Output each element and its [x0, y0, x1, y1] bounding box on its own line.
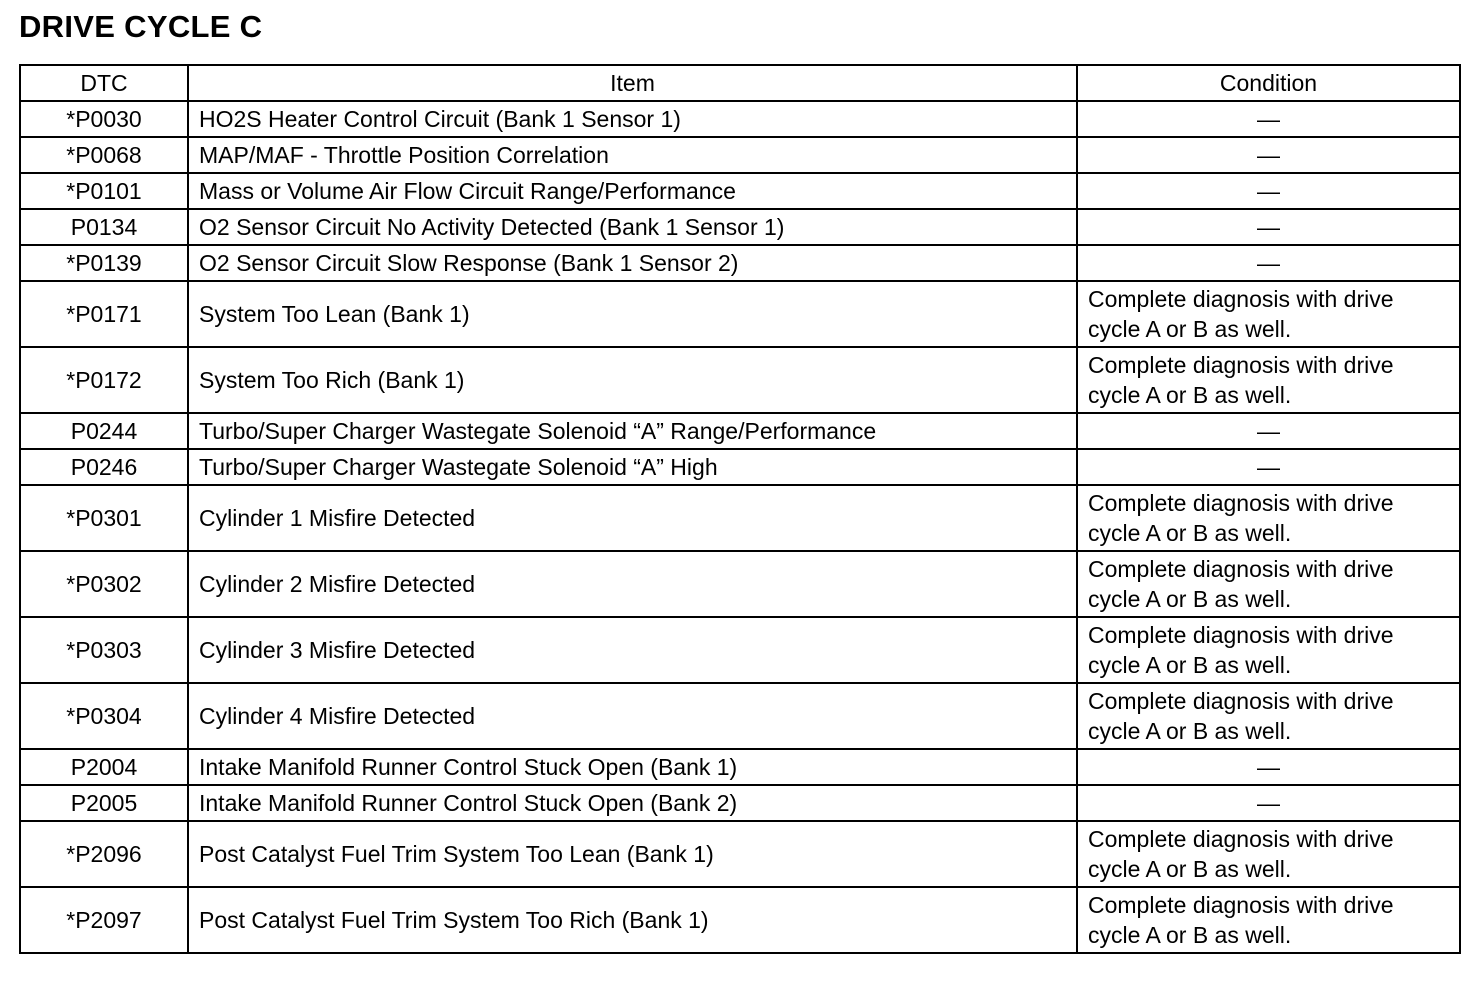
item-cell: Cylinder 2 Misfire Detected	[188, 551, 1077, 617]
item-cell: O2 Sensor Circuit No Activity Detected (Bank 1 Sensor 1)	[188, 209, 1077, 245]
dtc-cell: *P0030	[20, 101, 188, 137]
condition-cell: —	[1077, 245, 1460, 281]
condition-cell: —	[1077, 749, 1460, 785]
condition-cell: —	[1077, 209, 1460, 245]
table-row	[20, 785, 1460, 821]
item-cell: Intake Manifold Runner Control Stuck Open (Bank 2)	[188, 785, 1077, 821]
header-item: Item	[188, 65, 1077, 101]
item-cell: System Too Lean (Bank 1)	[188, 281, 1077, 347]
condition-cell: —	[1077, 449, 1460, 485]
dtc-cell: *P0172	[20, 347, 188, 413]
condition-cell: Complete diagnosis with drive cycle A or B as well.	[1077, 347, 1460, 413]
condition-cell: Complete diagnosis with drive cycle A or B as well.	[1077, 821, 1460, 887]
table-row	[20, 101, 1460, 137]
table-header-row	[20, 65, 1460, 101]
dtc-cell: *P0139	[20, 245, 188, 281]
table-body	[20, 101, 1460, 953]
item-cell: Post Catalyst Fuel Trim System Too Rich (Bank 1)	[188, 887, 1077, 953]
condition-cell: —	[1077, 785, 1460, 821]
dtc-cell: *P2096	[20, 821, 188, 887]
item-cell: Turbo/Super Charger Wastegate Solenoid “A” High	[188, 449, 1077, 485]
condition-cell: Complete diagnosis with drive cycle A or B as well.	[1077, 281, 1460, 347]
condition-cell: —	[1077, 173, 1460, 209]
item-cell: Mass or Volume Air Flow Circuit Range/Performance	[188, 173, 1077, 209]
header-condition: Condition	[1077, 65, 1460, 101]
condition-cell: Complete diagnosis with drive cycle A or B as well.	[1077, 485, 1460, 551]
condition-cell: Complete diagnosis with drive cycle A or B as well.	[1077, 617, 1460, 683]
item-cell: Post Catalyst Fuel Trim System Too Lean (Bank 1)	[188, 821, 1077, 887]
dtc-cell: *P2097	[20, 887, 188, 953]
table-row	[20, 887, 1460, 953]
dtc-cell: P2005	[20, 785, 188, 821]
table-row	[20, 347, 1460, 413]
condition-cell: Complete diagnosis with drive cycle A or B as well.	[1077, 887, 1460, 953]
dtc-cell: P2004	[20, 749, 188, 785]
dtc-cell: P0244	[20, 413, 188, 449]
table-row	[20, 209, 1460, 245]
table-row	[20, 821, 1460, 887]
table-row	[20, 749, 1460, 785]
item-cell: Cylinder 3 Misfire Detected	[188, 617, 1077, 683]
item-cell: MAP/MAF - Throttle Position Correlation	[188, 137, 1077, 173]
item-cell: Turbo/Super Charger Wastegate Solenoid “A” Range/Performance	[188, 413, 1077, 449]
condition-cell: Complete diagnosis with drive cycle A or B as well.	[1077, 683, 1460, 749]
table-row	[20, 683, 1460, 749]
page-title: DRIVE CYCLE C	[19, 9, 263, 44]
item-cell: O2 Sensor Circuit Slow Response (Bank 1 Sensor 2)	[188, 245, 1077, 281]
table-row	[20, 173, 1460, 209]
table-row	[20, 485, 1460, 551]
dtc-cell: P0246	[20, 449, 188, 485]
table-row	[20, 137, 1460, 173]
condition-cell: Complete diagnosis with drive cycle A or B as well.	[1077, 551, 1460, 617]
header-dtc: DTC	[20, 65, 188, 101]
condition-cell: —	[1077, 413, 1460, 449]
item-cell: HO2S Heater Control Circuit (Bank 1 Sensor 1)	[188, 101, 1077, 137]
item-cell: System Too Rich (Bank 1)	[188, 347, 1077, 413]
dtc-cell: *P0304	[20, 683, 188, 749]
dtc-cell: *P0171	[20, 281, 188, 347]
table-row	[20, 551, 1460, 617]
condition-cell: —	[1077, 101, 1460, 137]
table-row	[20, 617, 1460, 683]
condition-cell: —	[1077, 137, 1460, 173]
table-row	[20, 281, 1460, 347]
table-row	[20, 413, 1460, 449]
item-cell: Cylinder 4 Misfire Detected	[188, 683, 1077, 749]
dtc-cell: *P0301	[20, 485, 188, 551]
drive-cycle-table	[19, 64, 1461, 954]
dtc-cell: *P0302	[20, 551, 188, 617]
dtc-cell: *P0101	[20, 173, 188, 209]
dtc-cell: P0134	[20, 209, 188, 245]
dtc-cell: *P0303	[20, 617, 188, 683]
item-cell: Cylinder 1 Misfire Detected	[188, 485, 1077, 551]
table-row	[20, 245, 1460, 281]
item-cell: Intake Manifold Runner Control Stuck Open (Bank 1)	[188, 749, 1077, 785]
dtc-cell: *P0068	[20, 137, 188, 173]
table-row	[20, 449, 1460, 485]
